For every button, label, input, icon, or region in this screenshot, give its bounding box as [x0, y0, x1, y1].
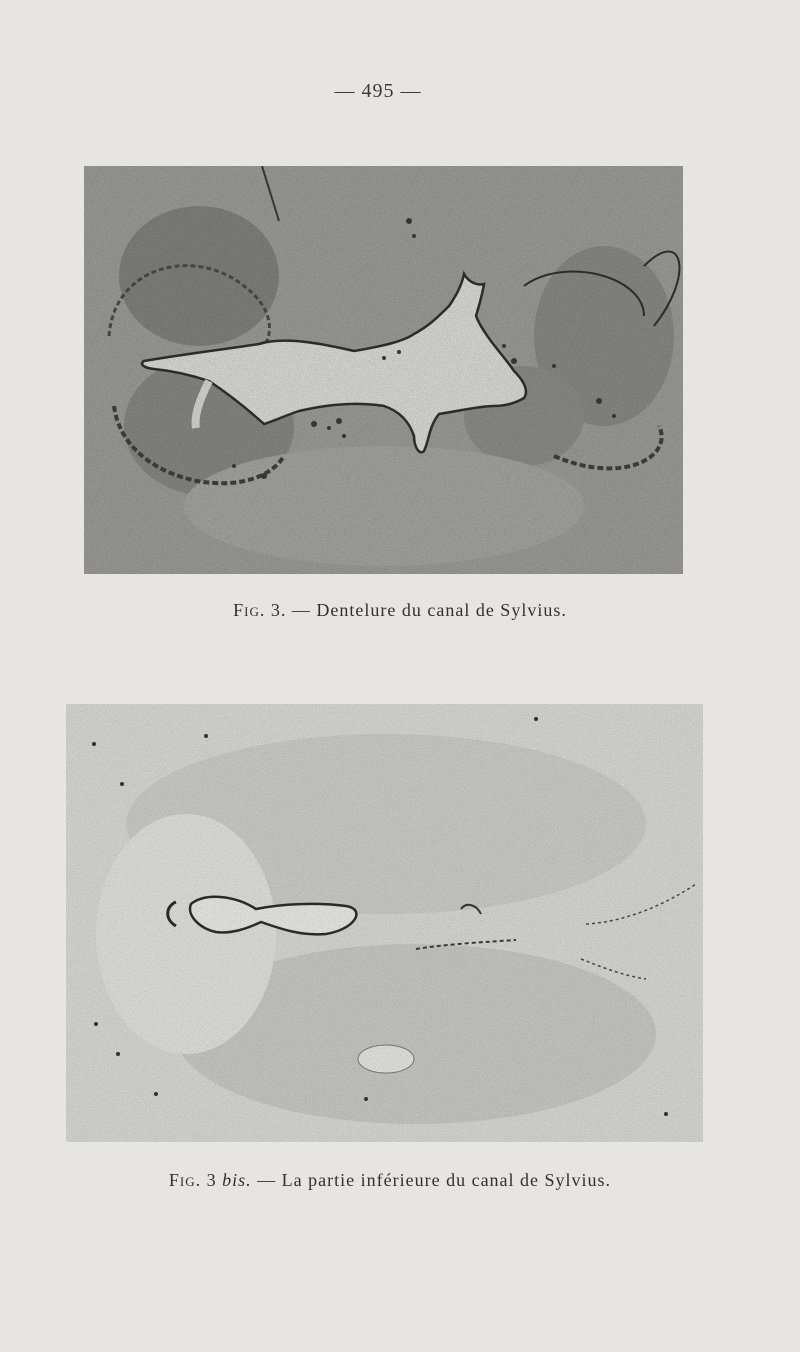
figure-3-caption-text: — Dentelure du canal de Sylvius.: [291, 600, 567, 620]
page-number: — 495 —: [334, 80, 422, 102]
figure-3-bis-photo: [66, 704, 703, 1142]
figure-3-photo: [84, 166, 683, 574]
figure-3-bis-label-suffix: bis.: [222, 1170, 252, 1190]
figure-3-label: Fig. 3.: [233, 600, 287, 620]
figure-3-bis-caption: [0, 1170, 780, 1191]
figure-3-caption: [0, 600, 800, 621]
figure-3-bis-label: Fig. 3: [168, 1170, 217, 1190]
figure-3-bis-caption-text: — La partie inférieure du canal de Sylvius.: [257, 1170, 612, 1190]
